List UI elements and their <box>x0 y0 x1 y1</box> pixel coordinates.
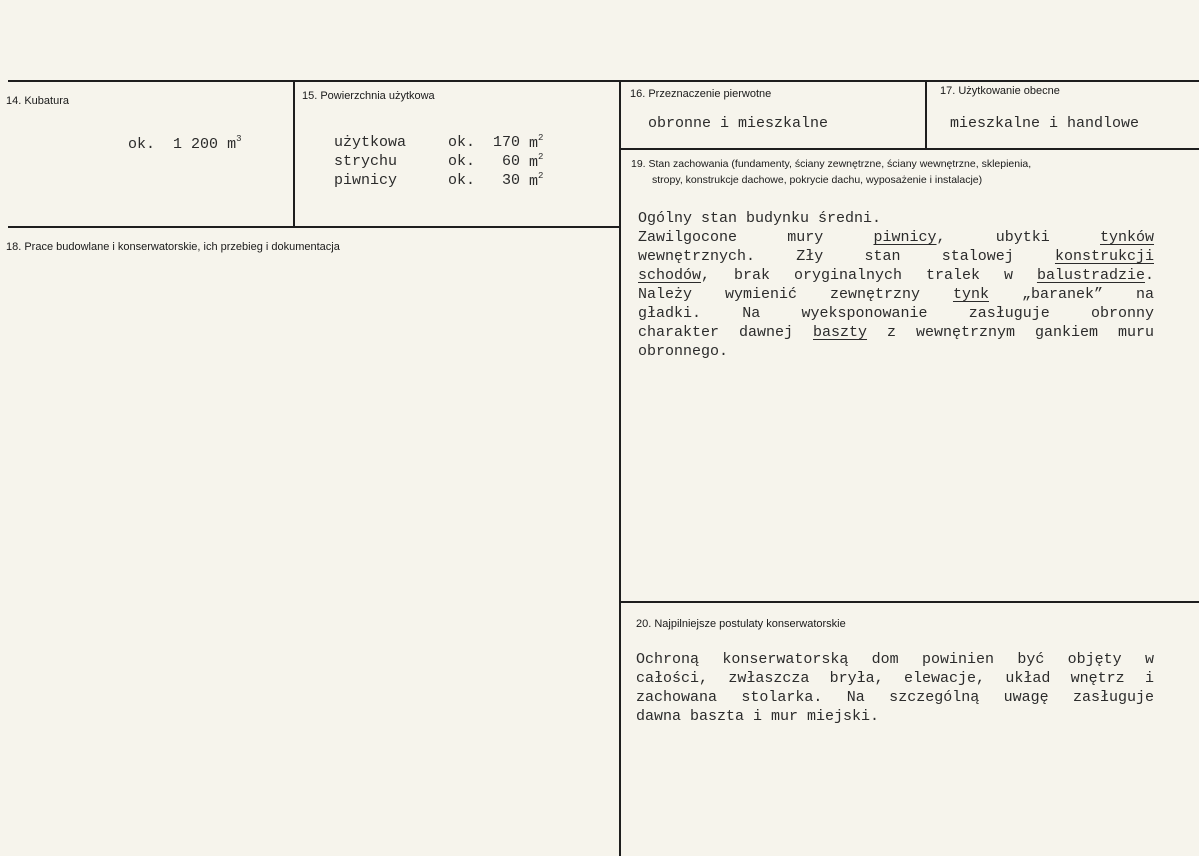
stan-line <box>638 247 1154 266</box>
prace-label: 18. Prace budowlane i konserwatorskie, ich przebieg i dokumentacja <box>6 241 340 253</box>
right-row-border <box>619 148 1199 150</box>
text-span: , ubytki <box>936 229 1100 246</box>
area-prefix: ok. <box>448 134 476 151</box>
text-span: Należy wymienić zewnętrzny <box>638 286 953 303</box>
text-span: piwnicy <box>873 229 937 246</box>
table-row <box>334 171 543 190</box>
table-row <box>334 152 543 171</box>
text-span: konstrukcji <box>1054 248 1154 265</box>
przeznaczenie-label: 16. Przeznaczenie pierwotne <box>630 88 772 100</box>
stan-line <box>638 323 1154 342</box>
text-span: tynków <box>1100 229 1155 246</box>
area-exp: 2 <box>538 171 544 181</box>
area-value: 170 <box>492 134 520 151</box>
area-exp: 2 <box>538 152 544 162</box>
kubatura-exp: 3 <box>236 134 242 144</box>
text-span: gładki. Na wyeksponowanie zasługuje obronny <box>638 305 1154 322</box>
stan-line <box>638 304 1154 323</box>
kubatura-value <box>128 134 241 153</box>
area-exp: 2 <box>538 133 544 143</box>
powierzchnia-label: 15. Powierzchnia użytkowa <box>302 90 435 102</box>
area-unit: m <box>529 173 539 190</box>
area-value: 30 <box>501 172 520 189</box>
text-span: tynk <box>952 286 989 303</box>
postulaty-label: 20. Najpilniejsze postulaty konserwatorskie <box>636 618 846 630</box>
text-span: wewnętrznych. Zły stan stalowej <box>638 248 1055 265</box>
stan-label-line1: 19. Stan zachowania (fundamenty, ściany zewnętrzne, ściany wewnętrzne, sklepienia, <box>631 158 1032 170</box>
area-unit: m <box>529 154 539 171</box>
kubatura-prefix: ok. <box>128 136 156 153</box>
postulaty-line: całości, zwłaszcza bryła, elewacje, układ wnętrz i <box>636 670 1154 687</box>
uzytkowanie-label: 17. Użytkowanie obecne <box>940 85 1060 97</box>
text-span: obronnego. <box>638 343 729 360</box>
postulaty-line: Ochroną konserwatorską dom powinien być objęty w <box>636 651 1154 668</box>
stan-text <box>638 209 1154 361</box>
stan-line <box>638 228 1154 247</box>
stan-line <box>638 209 1154 228</box>
text-span: balustradzie <box>1036 267 1145 284</box>
area-name: strychu <box>334 153 398 170</box>
left-row-border <box>8 226 621 228</box>
postulaty-text <box>636 650 1154 726</box>
text-span: schodów <box>638 267 702 284</box>
przeznaczenie-value: obronne i mieszkalne <box>648 115 829 132</box>
stan-label-line2: stropy, konstrukcje dachowe, pokrycie dachu, wyposażenie i instalacje) <box>652 174 983 186</box>
text-span: Ogólny stan budynku średni. <box>638 210 882 227</box>
powierzchnia-table <box>334 133 543 190</box>
area-name: piwnicy <box>334 172 398 189</box>
text-span: Zawilgocone mury <box>638 229 874 246</box>
divider-16-17 <box>925 81 927 149</box>
area-unit: m <box>529 135 539 152</box>
postulaty-line: zachowana stolarka. Na szczególną uwagę zasługuje <box>636 689 1154 706</box>
area-name: użytkowa <box>334 134 407 151</box>
text-span: . <box>1144 267 1154 284</box>
kubatura-unit: m <box>227 136 237 153</box>
text-span: baszty <box>813 324 868 341</box>
section-20-border <box>619 601 1199 603</box>
area-prefix: ok. <box>448 172 476 189</box>
text-span: „baranek” na <box>989 286 1154 303</box>
text-span: z wewnętrznym gankiem muru <box>867 324 1154 341</box>
uzytkowanie-value: mieszkalne i handlowe <box>950 115 1140 132</box>
stan-line <box>638 285 1154 304</box>
stan-line <box>638 342 1154 361</box>
kubatura-label: 14. Kubatura <box>6 95 69 107</box>
text-span: , brak oryginalnych tralek w <box>701 267 1037 284</box>
table-row <box>334 133 543 152</box>
postulaty-line: dawna baszta i mur miejski. <box>636 708 880 725</box>
area-value: 60 <box>501 153 520 170</box>
kubatura-number: 1 200 <box>173 136 219 153</box>
text-span: charakter dawnej <box>638 324 813 341</box>
area-prefix: ok. <box>448 153 476 170</box>
stan-line <box>638 266 1154 285</box>
divider-left-right <box>619 81 621 856</box>
divider-14-15 <box>293 81 295 227</box>
top-border <box>8 80 1199 82</box>
